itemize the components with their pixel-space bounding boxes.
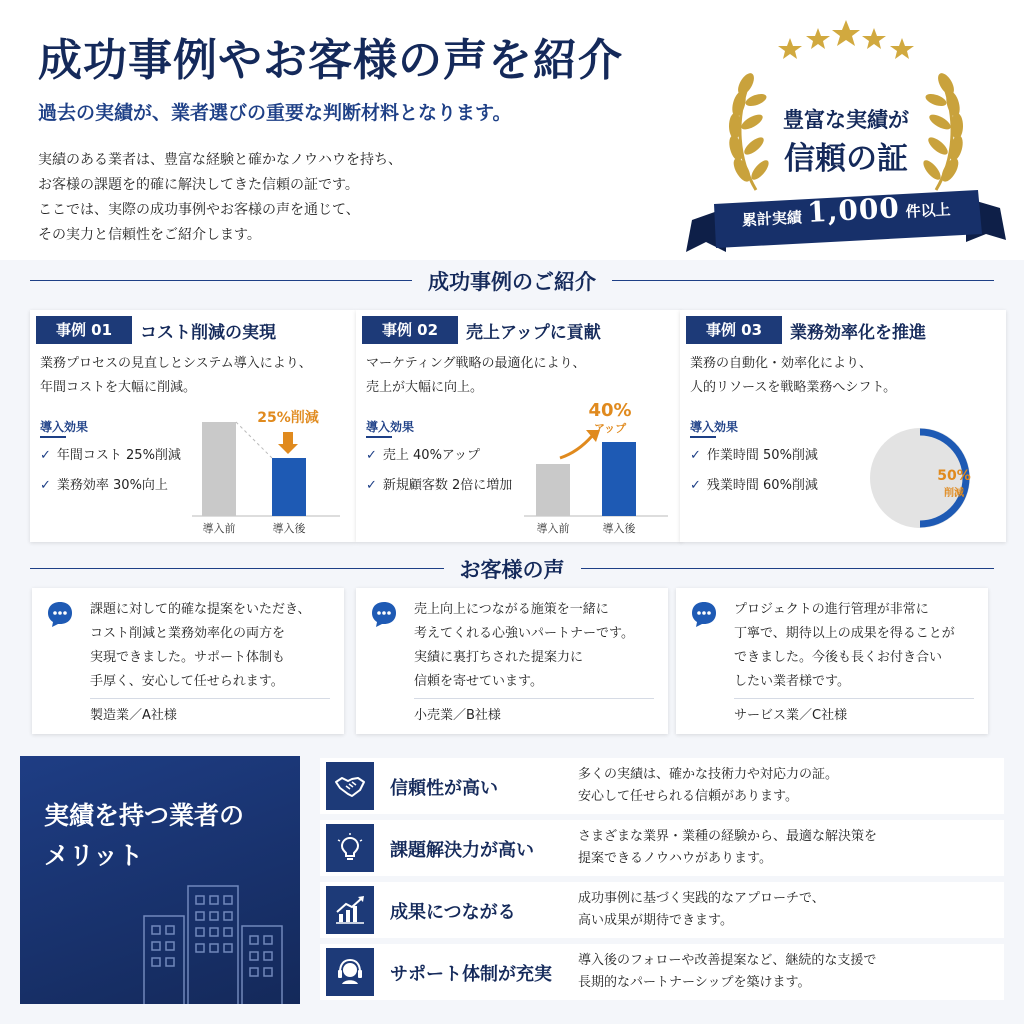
bar-after	[602, 442, 636, 516]
merit-title: 課題解決力が高い	[390, 840, 534, 861]
case-desc-line: 人的リソースを戦略業務へシフト。	[690, 380, 897, 395]
lightbulb-icon	[334, 832, 366, 864]
effect-item	[40, 474, 168, 493]
page-subtitle: 過去の実績が、業者選びの重要な判断材料となります。	[38, 102, 512, 124]
chat-bubble-icon	[46, 600, 74, 628]
merit-description	[578, 950, 876, 994]
voice-author: 製造業／A社様	[90, 708, 177, 723]
growth-chart-icon	[334, 894, 366, 926]
voice-line: したい業者様です。	[734, 674, 850, 689]
voice-text	[414, 598, 634, 694]
case-description	[366, 352, 585, 400]
merit-item	[320, 758, 1004, 814]
intro-line: 実績のある業者は、豊富な経験と確かなノウハウを持ち、	[38, 152, 402, 168]
chart-unit: アップ	[593, 422, 627, 435]
merit-icon-box	[326, 886, 374, 934]
cost-bar-chart	[190, 406, 350, 536]
effect-item	[690, 444, 818, 463]
intro-line: その実力と信頼性をご紹介します。	[38, 227, 261, 243]
check-icon: ✓	[690, 478, 701, 493]
merit-title: サポート体制が充実	[390, 964, 552, 985]
merits-title-line: 実績を持つ業者の	[44, 801, 245, 830]
bar-before	[202, 422, 236, 516]
voice-line: できました。今後も長くお付き合い	[734, 650, 943, 665]
bar-before	[536, 464, 570, 516]
case-description	[40, 352, 312, 400]
handshake-icon	[334, 770, 366, 802]
bar-after	[272, 458, 306, 516]
voice-line: 考えてくれる心強いパートナーです。	[414, 626, 634, 641]
merit-description	[578, 888, 825, 932]
case-desc-line: マーケティング戦略の最適化により、	[366, 356, 586, 371]
case-desc-line: 業務プロセスの見直しとシステム導入により、	[40, 356, 312, 371]
ribbon-prefix: 累計実績	[741, 208, 803, 230]
voice-text	[734, 598, 955, 694]
case-title: 業務効率化を推進	[790, 323, 926, 343]
cases-heading	[30, 266, 994, 296]
merit-desc-line: 高い成果が期待できます。	[578, 913, 733, 928]
merit-icon-box	[326, 824, 374, 872]
down-arrow-icon	[278, 432, 298, 454]
hero-section	[0, 0, 1024, 260]
voice-author: 小売業／B社様	[414, 708, 501, 723]
voices-heading	[30, 554, 994, 584]
voice-author: サービス業／C社様	[734, 708, 848, 723]
intro-line: ここでは、実際の成功事例やお客様の声を通じて、	[38, 202, 360, 218]
effect-text: 年間コスト 25%削減	[56, 448, 181, 463]
merit-desc-line: 提案できるノウハウがあります。	[578, 851, 772, 866]
effect-item	[366, 444, 480, 463]
check-icon: ✓	[366, 448, 377, 463]
merits-title	[44, 796, 244, 876]
effects-underline	[40, 436, 66, 438]
merits-panel	[20, 756, 300, 1004]
effect-text: 売上 40%アップ	[382, 448, 481, 463]
chat-bubble-icon	[690, 600, 718, 628]
sales-bar-chart	[522, 396, 678, 536]
voice-line: 手厚く、安心して任せられます。	[90, 674, 284, 689]
building-icon	[140, 876, 300, 1004]
chart-unit: 削減	[944, 488, 964, 499]
merit-desc-line: さまざまな業界・業種の経験から、最適な解決策を	[578, 829, 878, 844]
after-label: 導入後	[272, 522, 306, 535]
efficiency-donut-chart	[866, 422, 976, 534]
badge-headline: 信頼の証	[784, 141, 908, 177]
divider	[414, 698, 654, 699]
case-title: コスト削減の実現	[140, 323, 276, 343]
page-title: 成功事例やお客様の声を紹介	[38, 35, 623, 86]
chart-annotation: 25%削減	[257, 410, 319, 426]
check-icon: ✓	[40, 478, 51, 493]
effect-item	[366, 474, 512, 493]
merit-desc-line: 多くの実績は、確かな技術力や対応力の証。	[578, 767, 839, 782]
voice-card	[356, 588, 668, 734]
voice-line: コスト削減と業務効率化の両方を	[90, 626, 286, 641]
after-label: 導入後	[602, 522, 636, 535]
merit-desc-line: 長期的なパートナーシップを築けます。	[578, 975, 811, 990]
merit-title: 成果につながる	[390, 902, 516, 923]
voice-line: 課題に対して的確な提案をいただき、	[90, 602, 311, 617]
case-tag: 事例 02	[362, 316, 458, 344]
voices-heading-text: お客様の声	[444, 558, 581, 582]
case-tag: 事例 03	[686, 316, 782, 344]
case-desc-line: 売上が大幅に向上。	[366, 380, 484, 395]
before-label: 導入前	[202, 522, 236, 535]
effect-text: 作業時間 50%削減	[706, 448, 818, 463]
merit-item	[320, 882, 1004, 938]
merit-icon-box	[326, 948, 374, 996]
voice-line: 丁寧で、期待以上の成果を得ることが	[734, 626, 955, 641]
voice-card	[676, 588, 988, 734]
merit-desc-line: 成功事例に基づく実践的なアプローチで、	[578, 891, 825, 906]
case-desc-line: 年間コストを大幅に削減。	[40, 380, 197, 395]
badge-caption: 豊富な実績が	[783, 107, 909, 132]
check-icon: ✓	[690, 448, 701, 463]
ribbon-number: 1,000	[806, 191, 901, 230]
ribbon-suffix: 件以上	[905, 200, 952, 221]
case-card-02	[356, 310, 682, 542]
effects-label: 導入効果	[690, 420, 739, 434]
divider	[90, 698, 330, 699]
effect-item	[40, 444, 181, 463]
case-card-03	[680, 310, 1006, 542]
check-icon: ✓	[366, 478, 377, 493]
case-desc-line: 業務の自動化・効率化により、	[690, 356, 873, 371]
intro-line: お客様の課題を的確に解決してきた信頼の証です。	[38, 177, 359, 193]
case-tag: 事例 01	[36, 316, 132, 344]
effects-label: 導入効果	[366, 420, 415, 434]
merit-item	[320, 944, 1004, 1000]
chart-value: 50%	[937, 468, 971, 484]
case-title: 売上アップに貢献	[466, 323, 601, 343]
headset-icon	[334, 956, 366, 988]
effects-underline	[690, 436, 716, 438]
merit-icon-box	[326, 762, 374, 810]
voice-text	[90, 598, 310, 694]
divider	[734, 698, 974, 699]
effects-underline	[366, 436, 392, 438]
check-icon: ✓	[40, 448, 51, 463]
achievement-badge	[686, 20, 1006, 256]
merits-title-line: メリット	[44, 841, 144, 870]
effect-text: 新規顧客数 2倍に増加	[382, 478, 513, 493]
merit-description	[578, 764, 838, 808]
merit-title: 信頼性が高い	[390, 778, 498, 799]
voice-line: プロジェクトの進行管理が非常に	[734, 602, 929, 617]
cases-heading-text: 成功事例のご紹介	[412, 270, 612, 294]
merit-desc-line: 安心して任せられる信頼があります。	[578, 789, 798, 804]
voice-line: 実績に裏打ちされた提案力に	[414, 650, 584, 665]
merit-item	[320, 820, 1004, 876]
case-description	[690, 352, 896, 400]
intro-text	[38, 148, 402, 248]
voice-card	[32, 588, 344, 734]
before-label: 導入前	[536, 522, 570, 535]
voice-line: 信頼を寄せています。	[414, 674, 543, 689]
chart-value: 40%	[588, 400, 632, 421]
effect-item	[690, 474, 818, 493]
voice-line: 実現できました。サポート体制も	[90, 650, 286, 665]
effect-text: 残業時間 60%削減	[706, 478, 818, 493]
chat-bubble-icon	[370, 600, 398, 628]
merit-desc-line: 導入後のフォローや改善提案など、継続的な支援で	[578, 953, 877, 968]
effect-text: 業務効率 30%向上	[56, 478, 168, 493]
case-card-01	[30, 310, 356, 542]
merit-description	[578, 826, 877, 870]
voice-line: 売上向上につながる施策を一緒に	[414, 602, 609, 617]
effects-label: 導入効果	[40, 420, 89, 434]
